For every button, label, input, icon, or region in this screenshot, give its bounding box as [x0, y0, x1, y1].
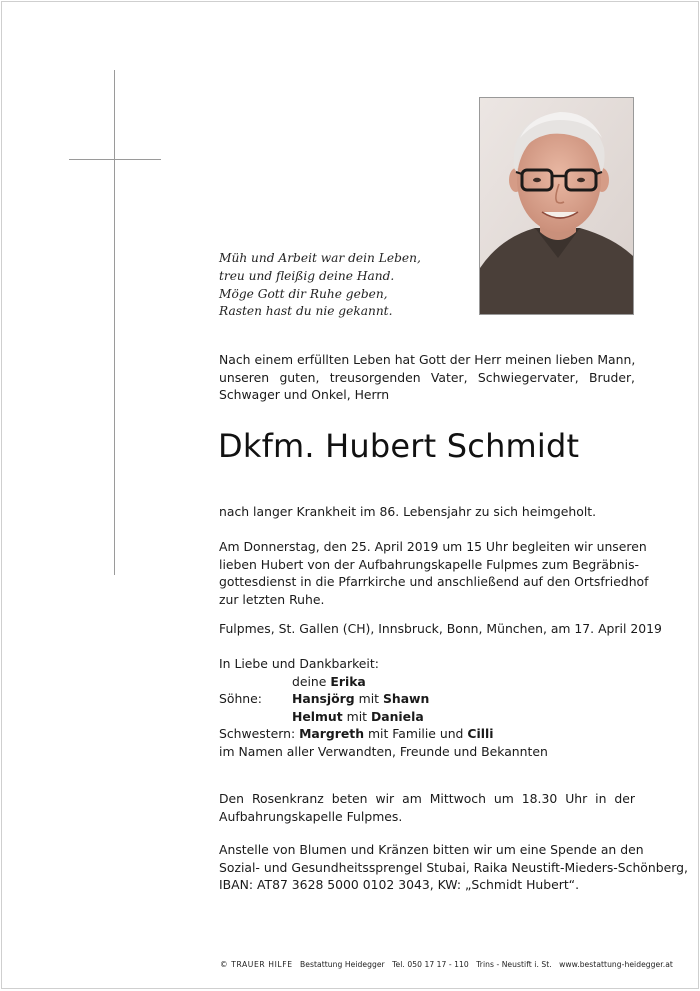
footer-website[interactable]: www.bestattung-heidegger.at — [559, 960, 673, 969]
deceased-name: Dkfm. Hubert Schmidt — [218, 427, 580, 465]
family-closing: im Namen aller Verwandten, Freunde und Bekannten — [219, 743, 548, 759]
family-sons: Söhne: Hansjörg mit Shawn — [219, 691, 430, 707]
portrait-illustration — [480, 98, 634, 315]
place-and-date: Fulpmes, St. Gallen (CH), Innsbruck, Bonn, München, am 17. April 2019 — [219, 621, 662, 636]
family-son-2: Helmut mit Daniela — [292, 708, 424, 724]
funeral-line: Am Donnerstag, den 25. April 2019 um 15 Uhr begleiten wir unseren — [219, 539, 647, 554]
heimgeholt-text: nach langer Krankheit im 86. Lebensjahr zu sich heimgeholt. — [219, 504, 597, 519]
rosary-line: Den Rosenkranz beten wir am Mittwoch um 18.30 Uhr in der — [219, 791, 635, 806]
footer-brand: © TRAUER HILFE — [220, 960, 293, 969]
donation-line: Anstelle von Blumen und Kränzen bitten wir um eine Spende an den — [219, 842, 644, 857]
intro-line: Schwager und Onkel, Herrn — [219, 387, 390, 403]
memorial-poem — [219, 250, 421, 321]
family-wife: deine Erika — [292, 673, 366, 689]
poem-line: treu und fleißig deine Hand. — [219, 268, 395, 283]
funeral-line: zur letzten Ruhe. — [219, 591, 325, 607]
funeral-details — [219, 538, 649, 608]
funeral-line: gottesdienst in die Pfarrkirche und anschließend auf den Ortsfriedhof — [219, 574, 649, 590]
poem-line: Rasten hast du nie gekannt. — [219, 304, 393, 319]
rosary-line: Aufbahrungskapelle Fulpmes. — [219, 808, 403, 824]
donation-line: Sozial- und Gesundheitssprengel Stubai, Raika Neustift-Mieders-Schönberg, — [219, 859, 688, 875]
poem-line: Möge Gott dir Ruhe geben, — [219, 286, 388, 301]
funeral-line: lieben Hubert von der Aufbahrungskapelle Fulpmes zum Begräbnis- — [219, 556, 639, 572]
intro-line: Nach einem erfüllten Leben hat Gott der Herr meinen lieben Mann, — [219, 352, 636, 367]
announcement-intro — [219, 351, 635, 404]
cross-vertical-bar — [114, 70, 115, 575]
rosary-notice — [219, 790, 635, 825]
footer-location: Trins - Neustift i. St. — [476, 960, 552, 969]
cross-horizontal-bar — [69, 159, 161, 160]
footer-company: Bestattung Heidegger — [300, 960, 385, 969]
donation-notice — [219, 841, 688, 894]
donation-line: IBAN: AT87 3628 5000 0102 3043, KW: „Schmidt Hubert“. — [219, 877, 580, 893]
family-list — [219, 655, 639, 761]
portrait-photo — [479, 97, 634, 315]
poem-line: Müh und Arbeit war dein Leben, — [219, 251, 421, 265]
intro-line: unseren guten, treusorgenden Vater, Schwiegervater, Bruder, — [219, 369, 635, 385]
footer — [220, 960, 673, 969]
family-sisters: Schwestern: Margreth mit Familie und Cilli — [219, 726, 494, 742]
family-opening: In Liebe und Dankbarkeit: — [219, 656, 379, 671]
footer-phone: Tel. 050 17 17 - 110 — [392, 960, 469, 969]
obituary-page — [1, 1, 699, 989]
